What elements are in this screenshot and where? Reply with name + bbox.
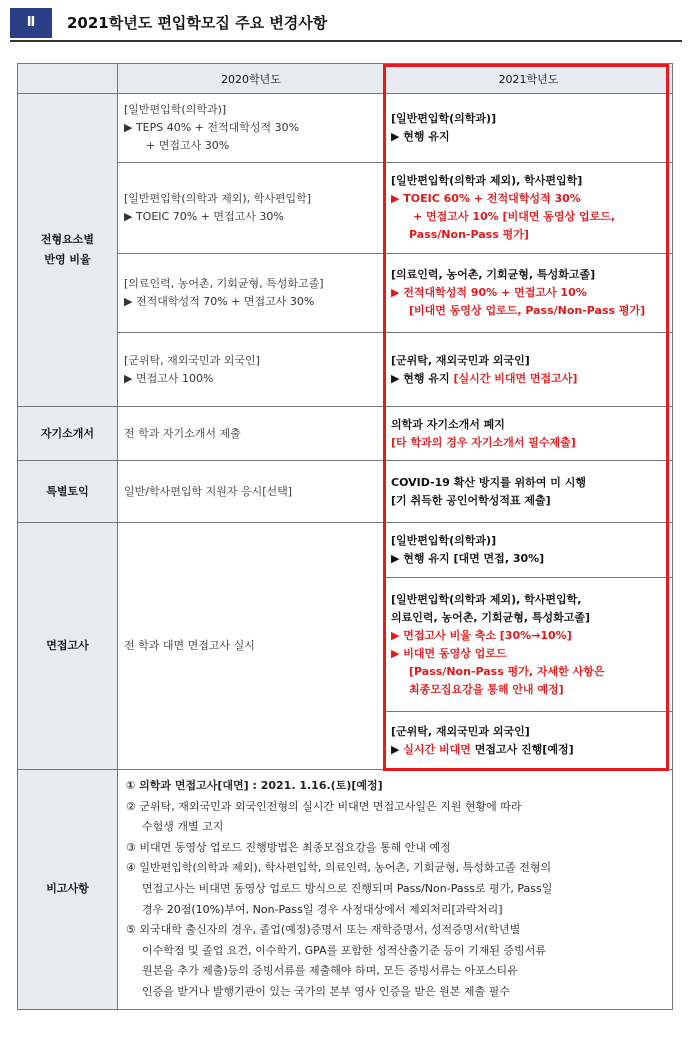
interview-2021-medical (385, 523, 673, 578)
ratio-2020-special (118, 254, 385, 333)
text-segment: ▶ (391, 742, 404, 756)
text-line: ▶ 전적대학성적 90% + 면접고사 10% (391, 286, 587, 299)
section-header (10, 8, 682, 38)
note-item: ② 군위탁, 재외국민과 외국인전형의 실시간 비대면 면접고사일은 지원 현황에 따라 (126, 799, 522, 813)
text-line: [기 취득한 공인어학성적표 제출] (391, 493, 551, 507)
text-line: [타 학과의 경우 자기소개서 필수제출] (391, 435, 576, 449)
corner-cell (18, 64, 118, 94)
text-line: [의료인력, 농어촌, 기회균형, 특성화고졸] (124, 277, 324, 290)
text-line: Pass/Non-Pass 평가] (409, 228, 529, 241)
text-line: [일반편입학(의학과 제외), 학사편입학, (391, 592, 582, 606)
row-label-interview: 면접고사 (18, 523, 118, 770)
toeic-2021 (385, 461, 673, 523)
interview-2021-general (385, 578, 673, 712)
text-line: [일반편입학(의학과)] (391, 534, 497, 547)
text-line: ▶ 현행 유지 (391, 130, 450, 143)
text-line: ▶ TEPS 40% + 전적대학성적 30% (124, 121, 300, 134)
note-item: 수험생 개별 고지 (142, 820, 224, 834)
text-line (391, 370, 666, 388)
notes-content (118, 770, 673, 1010)
interview-2020: 전 학과 대면 면접고사 실시 (118, 523, 385, 770)
ratio-2021-military (385, 333, 673, 407)
note-item: ④ 일반편입학(의학과 제외), 학사편입학, 의료인력, 농어촌, 기회균형, 특성화고졸 전형의 (126, 861, 552, 875)
text-line: COVID-19 확산 방지를 위하여 미 시행 (391, 475, 586, 489)
changes-table (17, 63, 673, 1010)
text-line: [군위탁, 재외국민과 외국인] (391, 353, 530, 367)
intro-2021 (385, 407, 673, 461)
note-item: 면접고사는 비대면 동영상 업로드 방식으로 진행되며 Pass/Non-Pass로 평가, Pass일 (142, 881, 553, 895)
text-line: [일반편입학(의학과 제외), 학사편입학] (124, 192, 312, 205)
note-item: 원본을 추가 제출)등의 증빙서류를 제출해야 하며, 모든 증빙서류는 아포스티유 (142, 964, 518, 978)
ratio-2020-medical (118, 94, 385, 163)
text-segment: 실시간 비대면 (403, 742, 471, 756)
col-header-2021: 2021학년도 (385, 64, 673, 94)
section-number-badge: Ⅱ (10, 8, 52, 38)
page-title: 2021학년도 편입학모집 주요 변경사항 (67, 14, 328, 32)
text-line: [군위탁, 재외국민과 외국인] (391, 724, 530, 738)
text-line: [일반편입학(의학과)] (391, 112, 497, 125)
text-line: + 면접고사 30% (146, 139, 230, 152)
text-line: + 면접고사 10% [비대면 동영상 업로드, (413, 210, 616, 223)
text-line (391, 741, 666, 759)
ratio-2021-medical (385, 94, 673, 163)
text-segment: ▶ 현행 유지 (391, 371, 454, 385)
ratio-2021-general (385, 163, 673, 254)
text-line: [일반편입학(의학과 제외), 학사편입학] (391, 174, 583, 187)
text-line: 의학과 자기소개서 폐지 (391, 417, 505, 431)
ratio-2020-military (118, 333, 385, 407)
row-label-notes: 비고사항 (18, 770, 118, 1010)
note-item: 경우 20점(10%)부여, Non-Pass일 경우 사정대상에서 제외처리[과락처리] (142, 902, 503, 916)
text-line: ▶ 현행 유지 [대면 면접, 30%] (391, 552, 545, 565)
text-line: 의료인력, 농어촌, 기회균형, 특성화고졸] (391, 610, 591, 624)
note-item: 인증을 받거나 발행기관이 있는 국가의 본부 영사 인증을 받은 원본 제출 필수 (142, 984, 510, 998)
ratio-2020-general (118, 163, 385, 254)
ratio-label-line2: 반영 비율 (44, 253, 91, 266)
toeic-2020: 일반/학사편입학 지원자 응시[선택] (118, 461, 385, 523)
ratio-2021-special (385, 254, 673, 333)
note-item: ① 의학과 면접고사[대면] : 2021. 1.16.(토)[예정] (126, 779, 383, 792)
row-label-ratio (18, 94, 118, 407)
note-item: ⑤ 외국대학 출신자의 경우, 졸업(예정)증명서 또는 재학증명서, 성적증명서(학년별 (126, 923, 521, 937)
text-line: ▶ TOEIC 60% + 전적대학성적 30% (391, 192, 581, 205)
header-divider (10, 40, 682, 42)
text-line: ▶ 면접고사 비율 축소 [30%→10%] (391, 628, 572, 642)
row-label-toeic: 특별토익 (18, 461, 118, 523)
row-label-intro: 자기소개서 (18, 407, 118, 461)
note-item: ③ 비대면 동영상 업로드 진행방법은 최종모집요강을 통해 안내 예정 (126, 840, 451, 854)
intro-2020: 전 학과 자기소개서 제출 (118, 407, 385, 461)
text-line: 최종모집요강을 통해 안내 예정] (409, 682, 564, 696)
text-line: [비대면 동영상 업로드, Pass/Non-Pass 평가] (409, 304, 646, 317)
text-line: ▶ TOEIC 70% + 면접고사 30% (124, 210, 284, 223)
note-item: 이수학점 및 졸업 요건, 이수학기, GPA를 포함한 성적산출기준 등이 기재된 증빙서류 (142, 943, 546, 957)
ratio-label-line1: 전형요소별 (40, 233, 95, 246)
text-line: ▶ 면접고사 100% (124, 371, 214, 385)
text-line: ▶ 비대면 동영상 업로드 (391, 646, 507, 660)
text-line: [일반편입학(의학과)] (124, 103, 227, 116)
text-line: [군위탁, 재외국민과 외국인] (124, 353, 260, 367)
interview-2021-military (385, 712, 673, 770)
col-header-2020: 2020학년도 (118, 64, 385, 94)
text-line: [Pass/Non-Pass 평가, 자세한 사항은 (409, 664, 605, 678)
text-line: [의료인력, 농어촌, 기회균형, 특성화고졸] (391, 268, 596, 281)
text-line: ▶ 전적대학성적 70% + 면접고사 30% (124, 295, 315, 308)
text-segment: 면접고사 진행[예정] (470, 742, 574, 756)
text-segment: [실시간 비대면 면접고사] (453, 371, 578, 385)
